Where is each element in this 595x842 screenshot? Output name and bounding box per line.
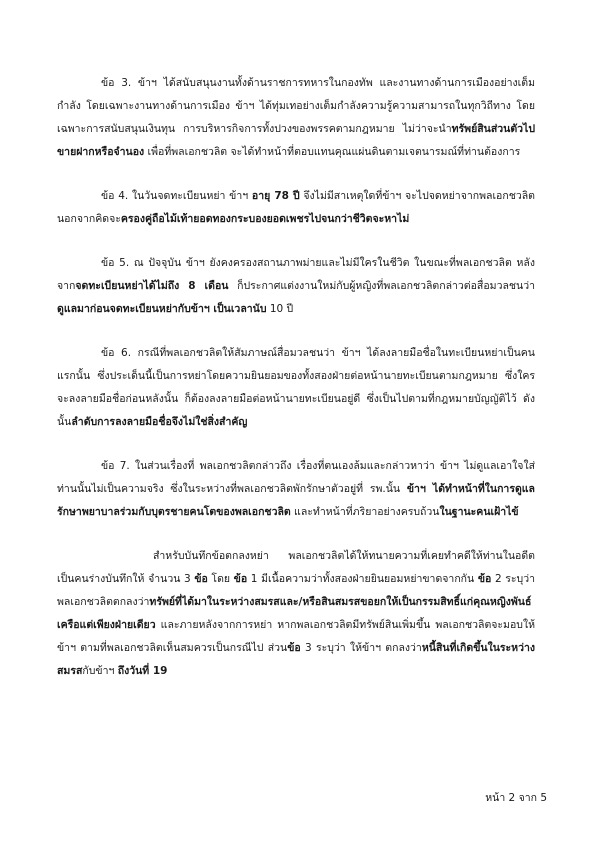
- paragraph-clause-4: [57, 185, 535, 231]
- paragraph-clause-3: [57, 72, 535, 164]
- summary-text-7: กับข้าฯ: [82, 665, 118, 677]
- clause-5-text-2: ก็ประกาศแต่งงานใหม่กับผู้หญิงที่พลเอกชวลิตกล่าวต่อสื่อมวลชนว่า: [228, 280, 535, 292]
- page-number: หน้า 2 จาก 5: [485, 792, 547, 804]
- summary-text-6: 3 ระบุว่า ให้ข้าฯ ตกลงว่า: [300, 642, 422, 654]
- summary-text-5: และภายหลังจากการหย่า หากพลเอกชวลิตมีทรัพย์สินเพิ่มขึ้น พลเอกชวลิตจะมอบให้ข้าฯ ตามที่พลเอกชวลิตเห็นสมควรเป็นกรณีไป ส่วน: [57, 619, 535, 654]
- summary-bold-3: ข้อ: [477, 573, 492, 585]
- summary-bold-5: ข้อ: [287, 642, 301, 654]
- clause-4-text-1: ข้อ 4. ในวันจดทะเบียนหย่า ข้าฯ: [101, 190, 252, 202]
- summary-text-1: สำหรับบันทึกข้อตกลงหย่า พลเอกชวลิตได้ให้ทนายความที่เคยทำคดีให้ท่านในอดีตเป็นคนร่างบันทึกให้ จำนวน 3: [57, 550, 535, 585]
- clause-7-bold-1: ข้าฯ ได้ทำหน้าที่ในการดูแลรักษาพยาบาลร่วมกับบุตรชายคนโตของพลเอกชวลิต: [57, 483, 535, 518]
- clause-5-bold-2: ดูแลมาก่อนจดทะเบียนหย่ากับข้าฯ เป็นเวลานับ: [57, 303, 267, 315]
- document-body: [57, 72, 535, 683]
- summary-bold-6: หนี้สินที่เกิดขึ้นในระหว่างสมรส: [57, 642, 535, 677]
- clause-4-bold-2: ครองคู่ถือไม้เท้ายอดทองกระบองยอดเพชรไปจนกว่าชีวิตจะหาไม่: [120, 213, 410, 225]
- clause-7-text-1: ข้อ 7. ในส่วนเรื่องที่ พลเอกชวลิตกล่าวถึง เรื่องที่ตนเองล้มและกล่าวหาว่า ข้าฯ ไม่ดูแลเอาใจใส่ท่านนั้นไม่เป็นความจริง ซึ่งในระหว่างที่พลเอกชวลิตพักรักษาตัวอยู่ที่ รพ.นั้น: [57, 460, 535, 495]
- clause-6-text-1: ข้อ 6. กรณีที่พลเอกชวลิตให้สัมภาษณ์สื่อมวลชนว่า ข้าฯ ได้ลงลายมือชื่อในทะเบียนหย่าเป็นคนแรกนั้น ซึ่งประเด็นนี้เป็นการหย่าโดยความยินยอมของทั้งสองฝ่ายต่อหน้านายทะเบียนตามกฎหมาย ซึ่งใครจะลงลายมือชื่อก่อนหลังนั้น ก็ต้องลงลายมือต่อหน้านายทะเบียนอยู่ดี ซึ่งเป็นไปตามที่กฎหมายบัญญัติไว้ ดังนั้น: [57, 347, 535, 428]
- clause-7-text-2: และทำหน้าที่ภริยาอย่างครบถ้วน: [290, 506, 440, 518]
- clause-3-text-1: ข้อ 3. ข้าฯ ได้สนับสนุนงานทั้งด้านราชการทหารในกองทัพ และงานทางด้านการเมืองอย่างเต็มกำลัง โดยเฉพาะงานทางด้านการเมือง ข้าฯ ได้ทุ่มเทอย่างเต็มกำลังความรู้ความสามารถในทุกวิถีทาง โดยเฉพาะการสนับสนุนเงินทุน การบริหารกิจการทั้งปวงของพรรคตามกฎหมาย ไม่ว่าจะนำ: [57, 77, 535, 135]
- summary-text-2: โดย: [207, 573, 234, 585]
- clause-7-bold-2: ในฐานะคนเฝ้าไข้: [439, 506, 519, 518]
- summary-bold-4: ทรัพย์ที่ได้มาในระหว่างสมรสและ/หรือสินสมรสขอยกให้เป็นกรรมสิทธิ์แก่คุณหญิงพันธ์เครือแต่เพียงฝ่ายเดียว: [57, 596, 532, 631]
- clause-4-text-2: จึงไม่มีสาเหตุใดที่ข้าฯ จะไปจดหย่าจากพลเอกชวลิต นอกจากคิดจะ: [57, 190, 535, 225]
- summary-bold-7: ถึงวันที่ 19: [117, 665, 168, 677]
- clause-5-text-3: 10 ปี: [266, 303, 294, 315]
- paragraph-clause-6: [57, 342, 535, 434]
- clause-4-bold-1: อายุ 78 ปี: [251, 190, 300, 202]
- clause-3-text-2: เพื่อที่พลเอกชวลิต จะได้ทำหน้าที่ตอบแทนคุณแผ่นดินตามเจตนารมณ์ที่ท่านต้องการ: [144, 146, 521, 158]
- summary-text-4: 2 ระบุว่า พลเอกชวลิตตกลงว่า: [57, 573, 535, 608]
- clause-5-text-1: ข้อ 5. ณ ปัจจุบัน ข้าฯ ยังคงครองสถานภาพม่ายและไม่มีใครในชีวิต ในขณะที่พลเอกชวลิต หลังจาก: [57, 257, 535, 292]
- clause-6-bold-1: ลำดับการลงลายมือชื่อจึงไม่ใช่สิ่งสำคัญ: [71, 416, 248, 428]
- clause-3-bold-1: ทรัพย์สินส่วนตัวไปขายฝากหรือจำนอง: [57, 123, 535, 158]
- summary-bold-1: ข้อ: [194, 573, 208, 585]
- paragraph-clause-7: [57, 455, 535, 524]
- clause-5-bold-1: จดทะเบียนหย่าได้ไม่ถึง 8 เดือน: [75, 280, 229, 292]
- paragraph-clause-5: [57, 252, 535, 321]
- paragraph-record-summary: [57, 545, 535, 683]
- summary-bold-2: ข้อ: [233, 573, 248, 585]
- summary-text-3: 1 มีเนื้อความว่าทั้งสองฝ่ายยินยอมหย่าขาดจากกัน: [247, 573, 478, 585]
